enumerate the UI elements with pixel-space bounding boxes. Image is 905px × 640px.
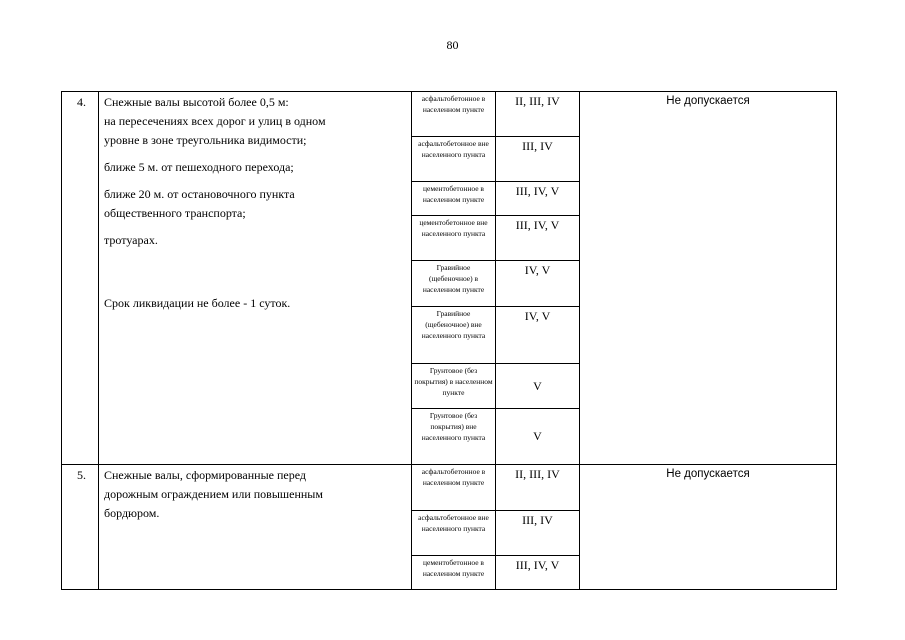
road-category: III, IV, V: [496, 556, 580, 590]
description-line: общественного транспорта;: [104, 206, 246, 220]
surface-type: асфальтобетонное в населенном пункте: [412, 92, 496, 137]
surface-type: Грунтовое (без покрытия) вне населенного пункта: [412, 409, 496, 465]
row-number: 4.: [62, 92, 99, 465]
surface-type: цементобетонное в населенном пункте: [412, 556, 496, 590]
description-line: дорожным ограждением или повышенным: [104, 487, 323, 501]
surface-type: Гравийное (щебеночное) в населенном пункте: [412, 261, 496, 307]
description-line: Срок ликвидации не более - 1 суток.: [104, 296, 291, 310]
table-row: [62, 92, 837, 137]
row-description: [99, 465, 412, 590]
description-line: ближе 5 м. от пешеходного перехода;: [104, 160, 294, 174]
description-line: тротуарах.: [104, 233, 158, 247]
surface-type: Гравийное (щебеночное) вне населенного пункта: [412, 307, 496, 364]
surface-type: Грунтовое (без покрытия) в населенном пункте: [412, 364, 496, 409]
page-number: 80: [446, 38, 459, 52]
description-line: уровне в зоне треугольника видимости;: [104, 133, 307, 147]
description-line: Снежные валы высотой более 0,5 м:: [104, 95, 289, 109]
surface-type: цементобетонное в населенном пункте: [412, 182, 496, 216]
road-category: III, IV, V: [496, 182, 580, 216]
description-line: бордюром.: [104, 506, 160, 520]
description-line: ближе 20 м. от остановочного пункта: [104, 187, 295, 201]
row-note: Не допускается: [580, 465, 837, 590]
row-note: Не допускается: [580, 92, 837, 465]
requirements-table: [61, 91, 837, 590]
table-row: [62, 465, 837, 511]
road-category: IV, V: [496, 261, 580, 307]
road-category: II, III, IV: [496, 92, 580, 137]
road-category: V: [496, 409, 580, 465]
road-category: III, IV: [496, 137, 580, 182]
row-description: [99, 92, 412, 465]
road-category: III, IV, V: [496, 216, 580, 261]
surface-type: асфальтобетонное вне населенного пункта: [412, 137, 496, 182]
description-line: на пересечениях всех дорог и улиц в одном: [104, 114, 326, 128]
road-category: II, III, IV: [496, 465, 580, 511]
surface-type: асфальтобетонное вне населенного пункта: [412, 511, 496, 556]
surface-type: асфальтобетонное в населенном пункте: [412, 465, 496, 511]
description-line: Снежные валы, сформированные перед: [104, 468, 307, 482]
surface-type: цементобетонное вне населенного пункта: [412, 216, 496, 261]
row-number: 5.: [62, 465, 99, 590]
road-category: IV, V: [496, 307, 580, 364]
road-category: III, IV: [496, 511, 580, 556]
road-category: V: [496, 364, 580, 409]
